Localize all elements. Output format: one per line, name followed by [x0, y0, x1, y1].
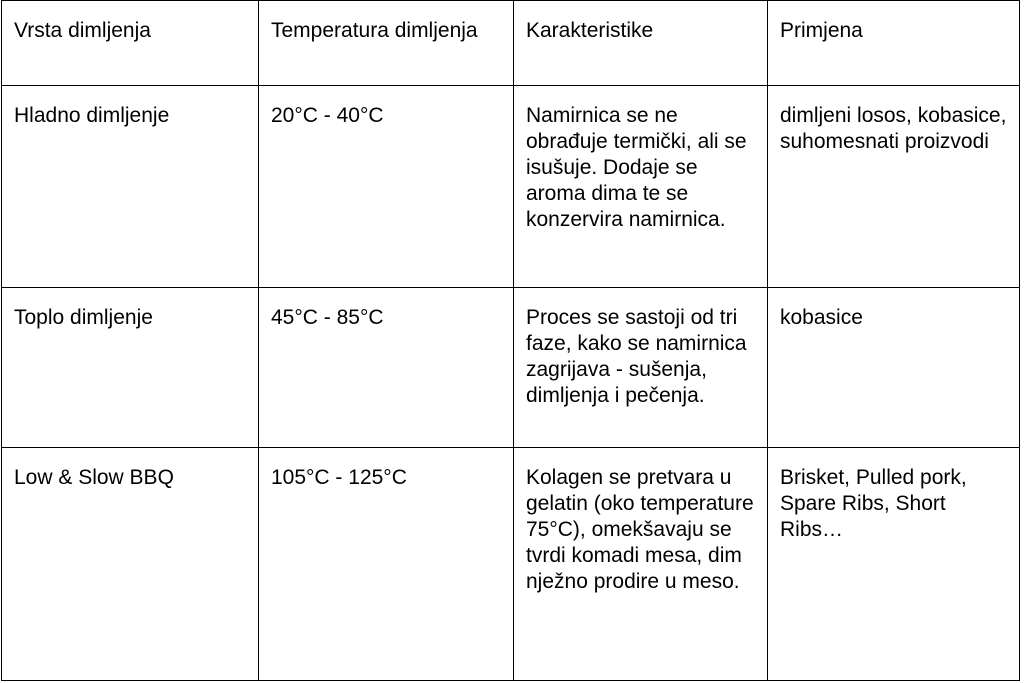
cell-smoking-type: Low & Slow BBQ	[2, 448, 259, 681]
cell-temperature: 45°C - 85°C	[259, 288, 514, 448]
table-row	[2, 288, 1020, 448]
cell-smoking-type: Toplo dimljenje	[2, 288, 259, 448]
table-header-row	[2, 1, 1020, 86]
cell-application: kobasice	[768, 288, 1020, 448]
cell-smoking-type: Hladno dimljenje	[2, 86, 259, 288]
header-temperature: Temperatura dimljenja	[259, 1, 514, 86]
header-characteristics: Karakteristike	[514, 1, 768, 86]
cell-application: Brisket, Pulled pork, Spare Ribs, Short Ribs…	[768, 448, 1020, 681]
cell-temperature: 20°C - 40°C	[259, 86, 514, 288]
cell-temperature: 105°C - 125°C	[259, 448, 514, 681]
table-row	[2, 86, 1020, 288]
header-application: Primjena	[768, 1, 1020, 86]
cell-application: dimljeni losos, kobasice, suhomesnati proizvodi	[768, 86, 1020, 288]
table-row	[2, 448, 1020, 681]
cell-characteristics: Proces se sastoji od tri faze, kako se namirnica zagrijava - sušenja, dimljenja i pečenja.	[514, 288, 768, 448]
header-smoking-type: Vrsta dimljenja	[2, 1, 259, 86]
smoking-types-table	[1, 0, 1020, 681]
cell-characteristics: Namirnica se ne obrađuje termički, ali se isušuje. Dodaje se aroma dima te se konzervira namirnica.	[514, 86, 768, 288]
cell-characteristics: Kolagen se pretvara u gelatin (oko temperature 75°C), omekšavaju se tvrdi komadi mesa, dim nježno prodire u meso.	[514, 448, 768, 681]
